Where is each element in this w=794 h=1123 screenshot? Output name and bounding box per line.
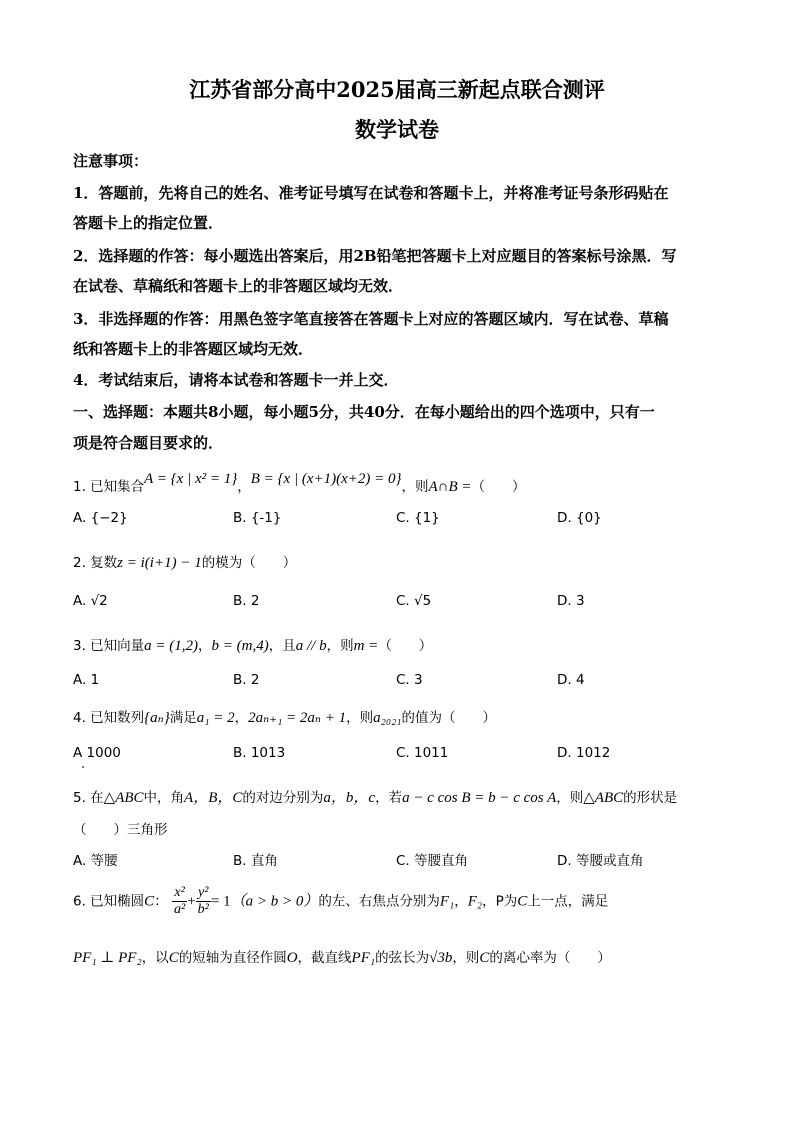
question-3: [73, 634, 432, 655]
question-text: 4. 已知数列: [73, 710, 145, 726]
option-c: C. 3: [396, 672, 423, 688]
question-text: 的弦长为: [375, 950, 430, 966]
question-text: 的对边分别为: [242, 790, 324, 806]
option-b: B. 2: [233, 672, 260, 688]
option-a: A 1000: [73, 745, 121, 761]
question-text: 的离心率为（ ）: [489, 950, 611, 966]
question-text: ，以: [141, 950, 169, 966]
question-text: ，: [237, 479, 251, 495]
math-expr: a // b: [295, 638, 327, 654]
page-title: 江苏省部分高中2025届高三新起点联合测评: [189, 77, 605, 102]
math-expr: A = {x | x² = 1}: [144, 471, 238, 487]
question-text: ，: [198, 638, 212, 654]
question-text: 上一点，满足: [527, 893, 609, 910]
question-text: 中，角: [143, 790, 185, 806]
question-text: ，则: [326, 638, 354, 654]
option-c: C. √5: [396, 593, 432, 609]
question-text: 5. 在: [73, 790, 104, 806]
stray-mark: [82, 766, 84, 768]
note-line: 1．答题前，先将自己的姓名、准考证号填写在试卷和答题卡上，并将准考证号条形码贴在: [73, 184, 669, 202]
fraction-den: b²: [197, 902, 209, 917]
math-expr: a − c cos B = b − c cos A: [402, 790, 557, 806]
note-line: 3．非选择题的作答：用黑色签字笔直接答在答题卡上对应的答题区域内．写在试卷、草稿: [73, 310, 669, 328]
question-2: [73, 551, 296, 572]
math-expr: C: [479, 950, 490, 966]
note-line: 4．考试结束后，请将本试卷和答题卡一并上交．: [73, 371, 399, 389]
question-5: [73, 786, 677, 807]
question-text: ，P为: [482, 893, 518, 910]
option-a: A. 等腰: [73, 853, 118, 869]
math-expr: C: [144, 893, 155, 910]
fraction-den: a²: [173, 902, 186, 917]
question-text: 2. 复数: [73, 555, 118, 571]
question-text: 的形状是: [623, 790, 678, 806]
question-text: 的值为（ ）: [401, 710, 496, 726]
math-expr: a₁ = 2: [196, 710, 235, 726]
math-expr: a = (1,2): [144, 638, 199, 654]
question-text: 1. 已知集合: [73, 479, 145, 495]
fraction-num: x²: [172, 885, 187, 902]
note-line: 2．选择题的作答：每小题选出答案后，用2B铅笔把答题卡上对应题目的答案标号涂黑．写: [73, 247, 677, 265]
math-expr: △ABC: [583, 790, 624, 806]
question-text: ：: [154, 893, 168, 910]
math-expr: （a > b > 0）: [230, 893, 319, 910]
math-expr: C: [517, 893, 528, 910]
option-d: D. 3: [557, 593, 585, 609]
math-expr: = 1: [210, 893, 231, 910]
math-expr: B = {x | (x+1)(x+2) = 0}: [250, 471, 402, 487]
math-expr: A∩B =: [428, 479, 472, 495]
option-d: D. 等腰或直角: [557, 853, 644, 869]
math-expr: △ABC: [103, 790, 144, 806]
math-expr: {aₙ}: [144, 710, 170, 726]
notes-heading: 注意事项：: [73, 152, 149, 170]
option-a: A. {−2}: [73, 510, 128, 526]
math-expr: PF₁: [351, 950, 376, 966]
question-6: [73, 885, 608, 918]
math-expr: F₂: [467, 893, 483, 910]
question-text: ，则: [401, 479, 429, 495]
question-text: ，则: [346, 710, 374, 726]
option-b: B. 2: [233, 593, 260, 609]
math-expr: m =: [353, 638, 379, 654]
option-b: B. 直角: [233, 853, 278, 869]
question-4: [73, 706, 496, 727]
question-1: [73, 471, 526, 496]
page-subtitle: 数学试卷: [355, 117, 439, 142]
option-a: A. √2: [73, 593, 108, 609]
math-expr: +: [187, 893, 196, 910]
question-text: 满足: [169, 710, 197, 726]
note-line: 在试卷、草稿纸和答题卡上的非答题区域均无效．: [73, 277, 404, 295]
math-expr: 2aₙ₊₁ = 2aₙ + 1: [248, 710, 347, 726]
answer-paren: （ ）: [471, 479, 526, 495]
math-expr: √3b: [429, 950, 453, 966]
option-c: C. 等腰直角: [396, 853, 469, 869]
math-expr: O: [286, 950, 298, 966]
math-expr: z = i(i+1) − 1: [117, 555, 202, 571]
math-expr: b = (m,4): [211, 638, 269, 654]
math-expr: A，B，C: [184, 790, 243, 806]
question-text: ，且: [268, 638, 296, 654]
question-text: 的模为（ ）: [201, 555, 297, 571]
question-text: ，则: [556, 790, 584, 806]
math-expr: a，b，c: [323, 790, 376, 806]
note-line: 纸和答题卡上的非答题区域均无效．: [73, 340, 314, 358]
question-5-line2: （ ）三角形: [73, 822, 168, 838]
question-text: ，截直线: [297, 950, 352, 966]
question-text: ，: [234, 710, 249, 726]
option-a: A. 1: [73, 672, 100, 688]
note-line: 答题卡上的指定位置．: [73, 214, 224, 232]
question-text: 3. 已知向量: [73, 638, 145, 654]
question-6-line2: [73, 946, 611, 967]
option-c: C. 1011: [396, 745, 449, 761]
option-d: D. 1012: [557, 745, 611, 761]
option-d: D. {0}: [557, 510, 602, 526]
option-b: B. {-1}: [233, 510, 282, 526]
option-b: B. 1013: [233, 745, 286, 761]
math-expr: F₁: [439, 893, 455, 910]
option-c: C. {1}: [396, 510, 440, 526]
question-text: 的短轴为直径作圆: [178, 950, 287, 966]
section-heading: 项是符合题目要求的．: [73, 434, 224, 452]
section-heading: 一、选择题：本题共8小题，每小题5分，共40分．在每小题给出的四个选项中，只有一: [73, 403, 655, 421]
math-expr: a₂₀₂₁: [373, 710, 402, 726]
fraction: [172, 885, 187, 918]
math-expr: C: [168, 950, 179, 966]
math-expr: PF₁ ⊥ PF₂: [73, 950, 142, 966]
question-text: ，则: [452, 950, 480, 966]
fraction: [196, 885, 211, 918]
fraction-num: y²: [196, 885, 211, 902]
option-d: D. 4: [557, 672, 585, 688]
answer-paren: （ ）: [378, 638, 433, 654]
question-text: ，: [454, 893, 468, 910]
question-text: 6. 已知椭圆: [73, 893, 145, 910]
question-text: 的左、右焦点分别为: [318, 893, 440, 910]
question-text: ，若: [375, 790, 403, 806]
